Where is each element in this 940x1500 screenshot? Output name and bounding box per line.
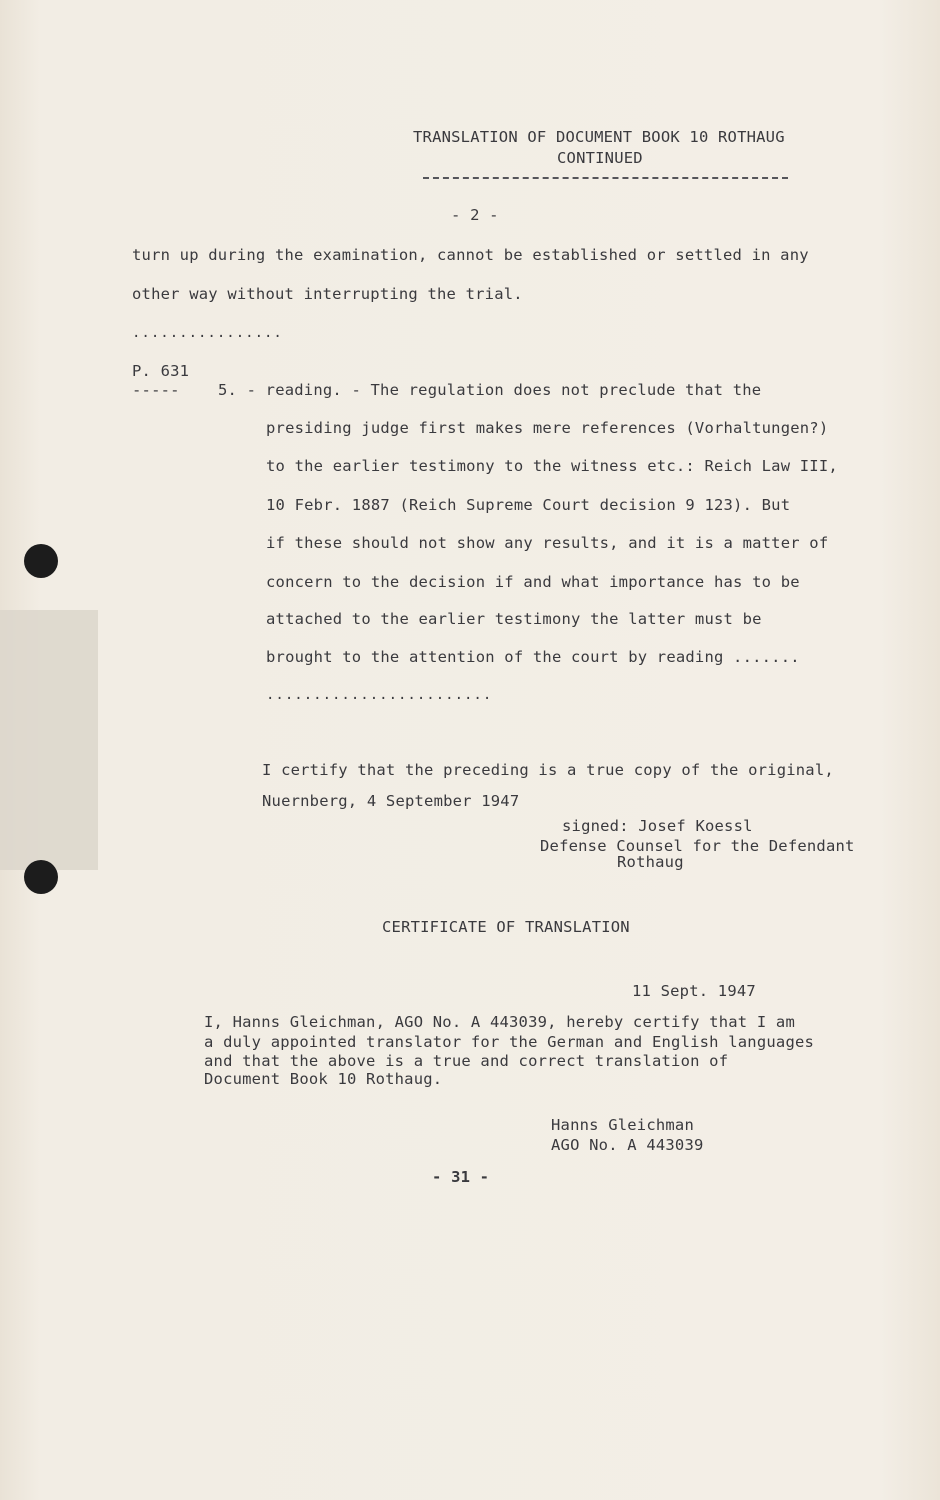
item-line3: to the earlier testimony to the witness etc.: Reich Law III, [266, 457, 838, 475]
para1-line1: turn up during the examination, cannot be established or settled in any [132, 246, 809, 264]
translator-ago: AGO No. A 443039 [551, 1136, 704, 1154]
page-reference-rule: ----- [132, 381, 180, 399]
signed-line: signed: Josef Koessl [562, 817, 753, 835]
certificate-line3: and that the above is a true and correct translation of [204, 1052, 729, 1070]
doc-title-line1: TRANSLATION OF DOCUMENT BOOK 10 ROTHAUG [413, 128, 785, 146]
certify-line1: I certify that the preceding is a true copy of the original, [262, 761, 834, 779]
page-marker: - 2 - [451, 206, 499, 224]
item-line8: brought to the attention of the court by reading ....... [266, 648, 800, 666]
paper-stain [0, 610, 98, 870]
item-line4: 10 Febr. 1887 (Reich Supreme Court decision 9 123). But [266, 496, 791, 514]
ellipsis-row-2: ........................ [266, 687, 493, 703]
punch-hole-bottom [24, 860, 58, 894]
item-line2: presiding judge first makes mere references (Vorhaltungen?) [266, 419, 829, 437]
para1-line2: other way without interrupting the trial. [132, 285, 523, 303]
certificate-heading: CERTIFICATE OF TRANSLATION [382, 918, 630, 936]
ellipsis-row-1: ................ [132, 325, 283, 341]
translator-name: Hanns Gleichman [551, 1116, 694, 1134]
counsel-role-line2: Rothaug [617, 853, 684, 871]
certificate-line4: Document Book 10 Rothaug. [204, 1070, 443, 1088]
item-line6: concern to the decision if and what importance has to be [266, 573, 800, 591]
punch-hole-top [24, 544, 58, 578]
item-line5: if these should not show any results, and it is a matter of [266, 534, 829, 552]
certify-line2: Nuernberg, 4 September 1947 [262, 792, 520, 810]
counsel-role-line1: Defense Counsel for the Defendant [540, 837, 855, 855]
certificate-date: 11 Sept. 1947 [632, 982, 756, 1000]
doc-title-line2: CONTINUED [557, 149, 643, 167]
item-line1: 5. - reading. - The regulation does not preclude that the [218, 381, 762, 399]
page-reference: P. 631 [132, 362, 190, 380]
certificate-line1: I, Hanns Gleichman, AGO No. A 443039, hereby certify that I am [204, 1013, 795, 1031]
certificate-line2: a duly appointed translator for the German and English languages [204, 1033, 815, 1051]
item-line7: attached to the earlier testimony the latter must be [266, 610, 762, 628]
header-rule [423, 177, 788, 179]
page-number: - 31 - [432, 1168, 490, 1186]
